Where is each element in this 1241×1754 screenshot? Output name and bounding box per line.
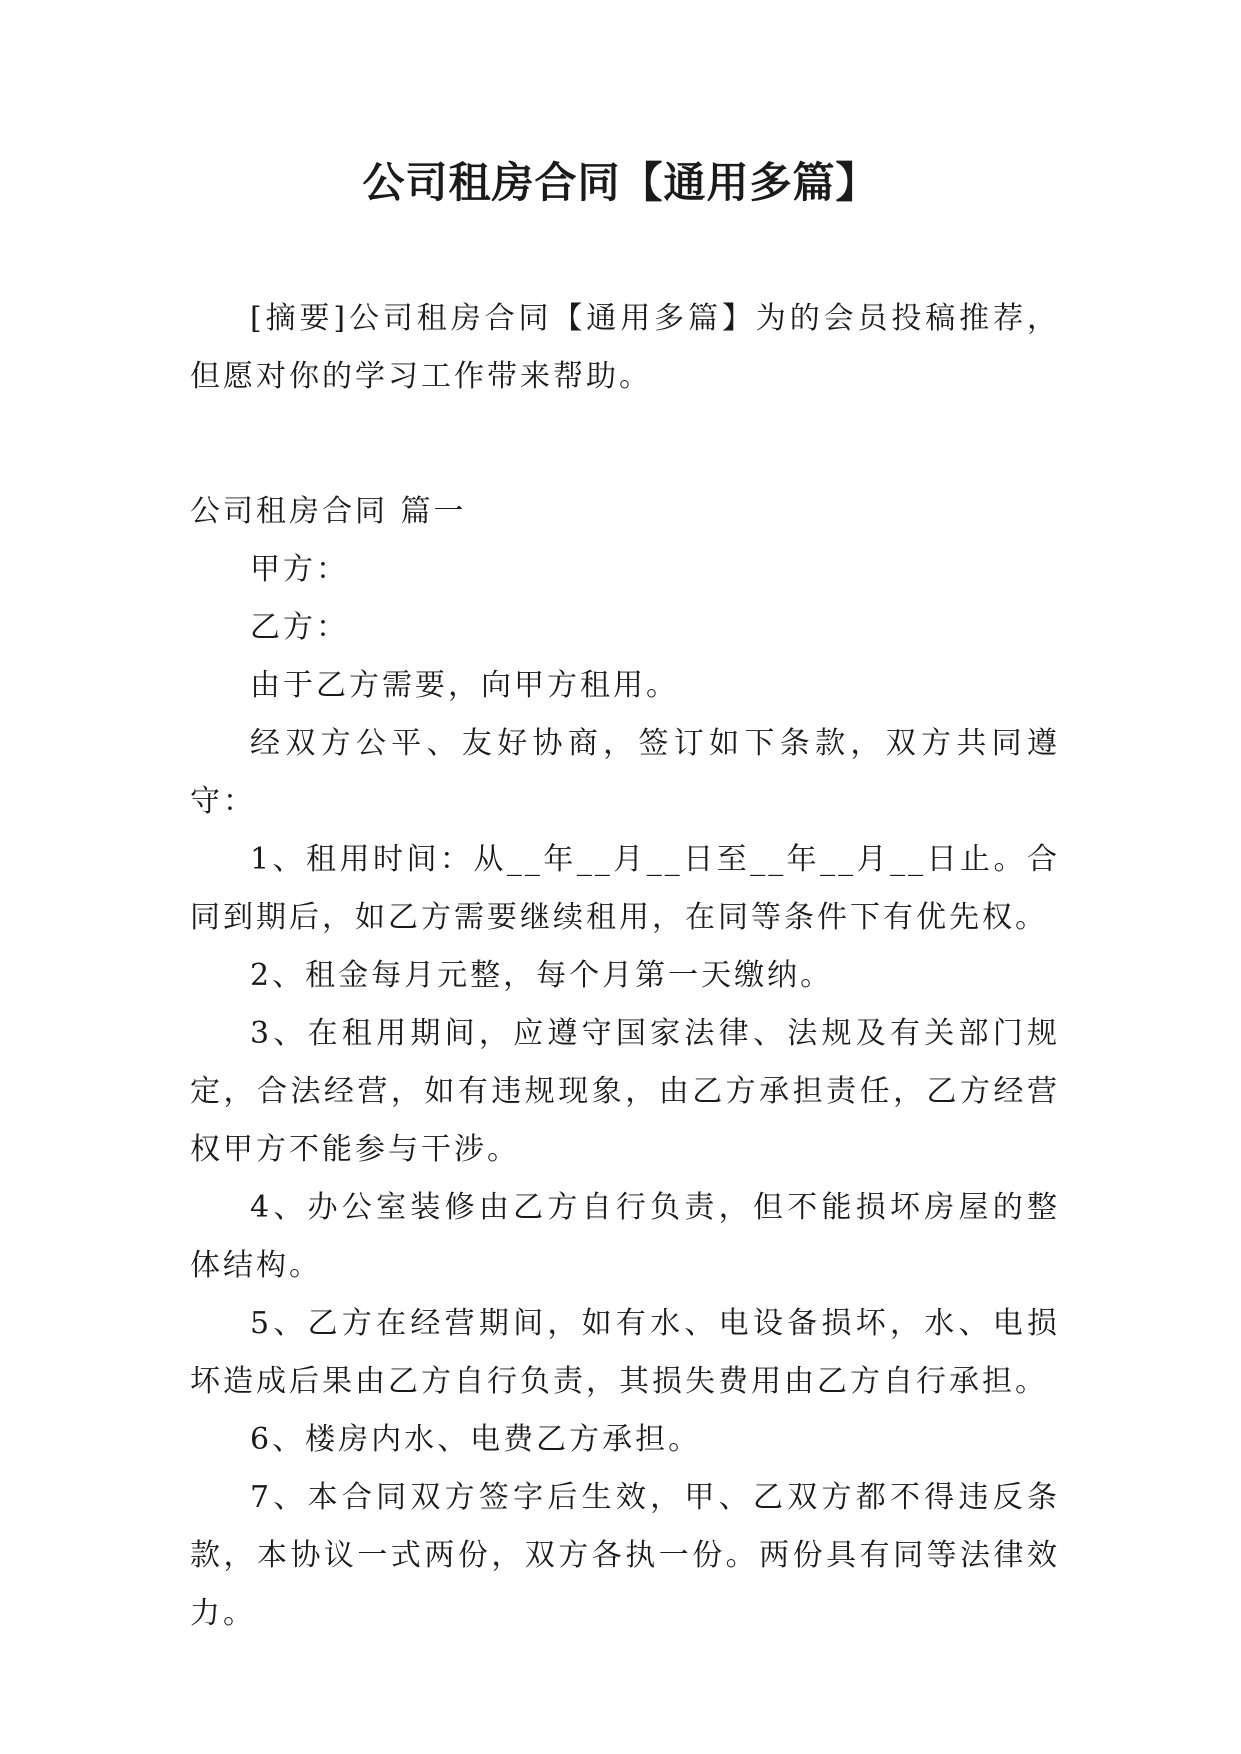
- party-a-line: 甲方：: [250, 552, 349, 587]
- clause-1: 1、租用时间：从__年__月__日至__年__月__日止。合同到期后，如乙方需要继续租用，在同等条件下有优先权。: [190, 842, 1060, 935]
- clause-7: 7、本合同双方签字后生效，甲、乙双方都不得违反条款，本协议一式两份，双方各执一份。两份具有同等法律效力。: [190, 1480, 1060, 1631]
- paragraph-agreement: 经双方公平、友好协商，签订如下条款，双方共同遵守：: [190, 726, 1060, 819]
- clause-4: 4、办公室装修由乙方自行负责，但不能损坏房屋的整体结构。: [190, 1190, 1060, 1283]
- section-heading: 公司租房合同 篇一: [190, 494, 467, 529]
- clause-6: 6、楼房内水、电费乙方承担。: [250, 1422, 702, 1457]
- clause-2: 2、租金每月元整，每个月第一天缴纳。: [250, 958, 834, 993]
- clause-5: 5、乙方在经营期间，如有水、电设备损坏，水、电损坏造成后果由乙方自行负责，其损失费用由乙方自行承担。: [190, 1306, 1060, 1399]
- party-b-line: 乙方：: [250, 610, 349, 645]
- paragraph-intro: 由于乙方需要，向甲方租用。: [250, 668, 679, 703]
- document-body: [190, 290, 1060, 1643]
- abstract-paragraph: [摘要]公司租房合同【通用多篇】为的会员投稿推荐，但愿对你的学习工作带来帮助。: [190, 301, 1060, 394]
- document-title: 公司租房合同【通用多篇】: [362, 158, 879, 207]
- clause-3: 3、在租用期间，应遵守国家法律、法规及有关部门规定，合法经营，如有违规现象，由乙方承担责任，乙方经营权甲方不能参与干涉。: [190, 1016, 1060, 1167]
